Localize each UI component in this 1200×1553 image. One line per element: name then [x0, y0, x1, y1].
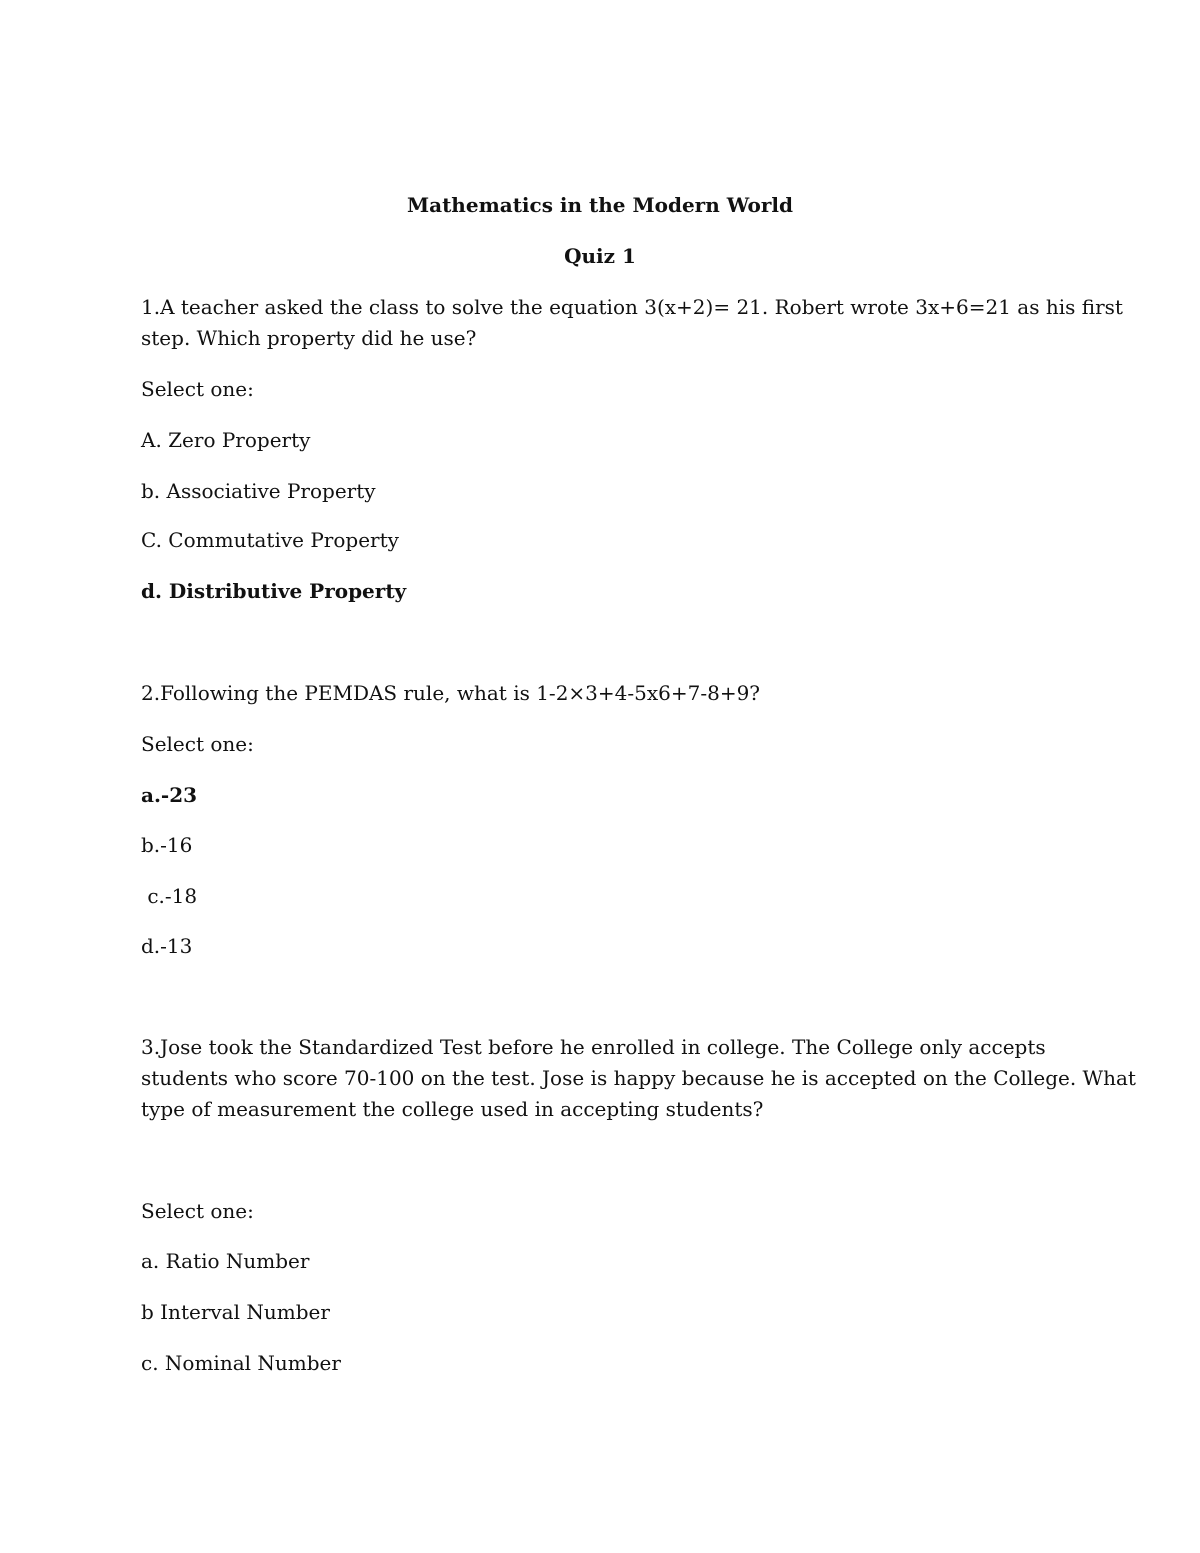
question-2-option-d: d.-13	[141, 934, 193, 958]
question-2-text: 2.Following the PEMDAS rule, what is 1-2×3+4-5x6+7-8+9?	[141, 681, 761, 705]
question-1-option-d-answer: d. Distributive Property	[141, 579, 407, 603]
question-2-option-b: b.-16	[141, 833, 193, 857]
question-3-select-label: Select one:	[141, 1199, 254, 1223]
question-1-option-b: b. Associative Property	[141, 479, 376, 503]
question-3-option-a: a. Ratio Number	[141, 1249, 310, 1273]
question-3-text-line1: 3.Jose took the Standardized Test before he enrolled in college. The College only accepts	[141, 1035, 1046, 1059]
document-title: Mathematics in the Modern World	[406, 193, 794, 217]
question-1-text-line2: step. Which property did he use?	[141, 326, 477, 350]
document-subtitle: Quiz 1	[564, 244, 636, 268]
question-3-option-c: c. Nominal Number	[141, 1351, 341, 1375]
question-2-option-a-answer: a.-23	[141, 783, 198, 807]
question-1-option-c: C. Commutative Property	[141, 528, 399, 552]
question-3-text-line3: type of measurement the college used in accepting students?	[141, 1097, 764, 1121]
question-1-text-line1: 1.A teacher asked the class to solve the equation 3(x+2)= 21. Robert wrote 3x+6=21 as his first	[141, 295, 1123, 319]
question-3-text-line2: students who score 70-100 on the test. Jose is happy because he is accepted on the College. What	[141, 1066, 1136, 1090]
question-3-option-b: b Interval Number	[141, 1300, 330, 1324]
question-1-option-a: A. Zero Property	[141, 428, 311, 452]
question-2-select-label: Select one:	[141, 732, 254, 756]
question-1-select-label: Select one:	[141, 377, 254, 401]
question-2-option-c: c.-18	[141, 884, 198, 908]
